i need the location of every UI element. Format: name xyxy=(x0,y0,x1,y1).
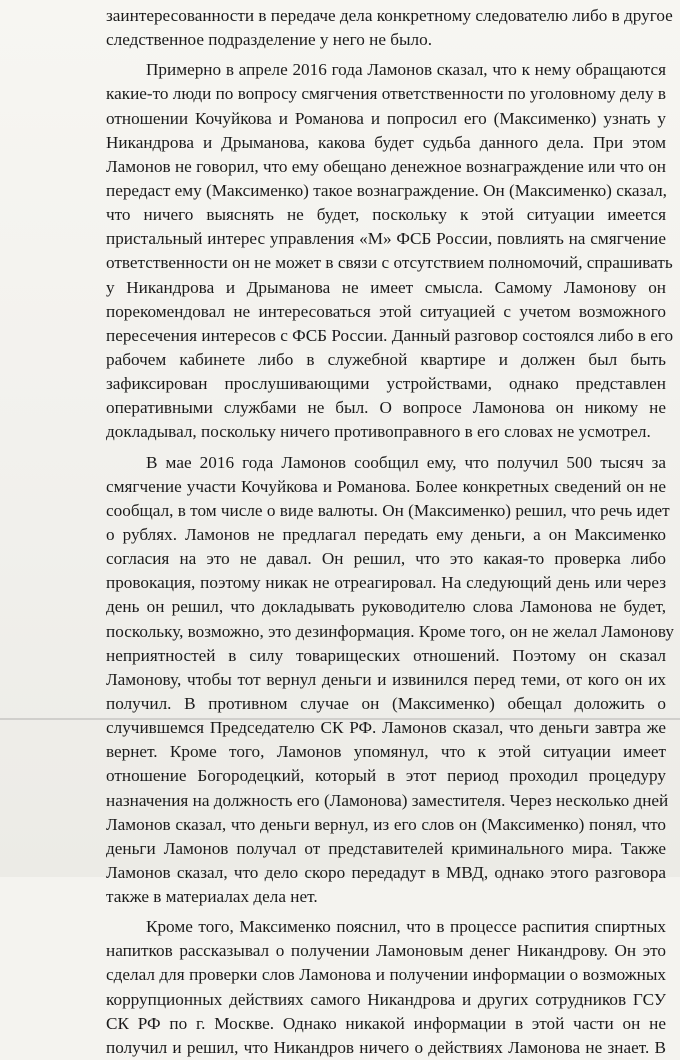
document-line: деньги Ламонов получал от представителей криминального мира. Также xyxy=(106,838,666,858)
document-line: пристальный интерес управления «М» ФСБ России, повлиять на смягчение xyxy=(106,229,666,249)
document-line: СК РФ по г. Москве. Однако никакой информации в этой части он не xyxy=(106,1013,666,1033)
document-line: назначения на должность его (Ламонова) заместителя. Через несколько дней xyxy=(106,790,669,810)
document-line: зафиксирован прослушивающими устройствами, однако представлен xyxy=(106,374,666,394)
document-body xyxy=(106,4,674,1060)
document-line: рабочем кабинете либо в служебной квартире и должен был быть xyxy=(106,349,666,369)
document-line: провокация, поэтому никак не отреагировал. На следующий день или через xyxy=(106,573,666,593)
document-line: отношении Кочуйкова и Романова и попросил его (Максименко) узнать у xyxy=(106,108,666,128)
document-line: неприятностей в силу товарищеских отношений. Поэтому он сказал xyxy=(106,645,666,665)
document-line: напитков рассказывал о получении Ламоновым денег Никандрову. Он это xyxy=(106,941,666,961)
document-line: В мае 2016 года Ламонов сообщил ему, что получил 500 тысяч за xyxy=(146,452,666,472)
document-line: что ничего выяснять не будет, поскольку к этой ситуации имеется xyxy=(106,205,666,225)
document-line: вернет. Кроме того, Ламонов упомянул, что к этой ситуации имеет xyxy=(106,742,666,762)
document-line: Никандрова и Дрыманова, какова будет судьба данного дела. При этом xyxy=(106,132,666,152)
document-line: смягчение участи Кочуйкова и Романова. Более конкретных сведений он не xyxy=(106,476,666,496)
document-line: случившемся Председателю СК РФ. Ламонов сказал, что деньги завтра же xyxy=(106,718,666,738)
document-line: также в материалах дела нет. xyxy=(106,887,318,907)
document-line: Ламонов сказал, что деньги вернул, из его слов он (Максименко) понял, что xyxy=(106,814,666,834)
document-line: у Никандрова и Дрыманова не имеет смысла. Самому Ламонову он xyxy=(106,277,666,297)
document-line: получил и решил, что Никандров ничего о действиях Ламонова не знает. В xyxy=(106,1037,666,1057)
document-line: день он решил, что докладывать руководителю слова Ламонова не будет, xyxy=(106,597,666,617)
document-line: ответственности он не может в связи с отсутствием полномочий, спрашивать xyxy=(106,253,673,273)
document-line: отношение Богородецкий, который в этот период проходил процедуру xyxy=(106,766,666,786)
document-line: пересечения интересов с ФСБ России. Данный разговор состоялся либо в его xyxy=(106,325,674,345)
document-line: передаст ему (Максименко) такое вознаграждение. Он (Максименко) сказал, xyxy=(106,180,667,200)
document-line: поскольку, возможно, это дезинформация. Кроме того, он не желал Ламонову xyxy=(106,621,674,641)
document-line: сделал для проверки слов Ламонова и получении информации о возможных xyxy=(106,965,666,985)
document-line: о рублях. Ламонов не предлагал передать ему деньги, а он Максименко xyxy=(106,524,666,544)
document-line: получил. В противном случае он (Максименко) обещал доложить о xyxy=(106,693,666,713)
document-line: оперативными службами не был. О вопросе Ламонова он никому не xyxy=(106,398,666,418)
document-line: заинтересованности в передаче дела конкретному следователю либо в другое xyxy=(106,6,673,25)
document-line: коррупционных действиях самого Никандрова и других сотрудников ГСУ xyxy=(106,989,666,1009)
document-line: какие-то люди по вопросу смягчения ответственности по уголовному делу в xyxy=(106,84,666,104)
document-line: Ламонов сказал, что дело скоро передадут в МВД, однако этого разговора xyxy=(106,862,666,882)
document-line: докладывал, поскольку ничего противоправного в его словах не усмотрел. xyxy=(106,422,651,442)
document-line: Кроме того, Максименко пояснил, что в процессе распития спиртных xyxy=(146,917,666,937)
document-line: согласия на это не давал. Он решил, что это какая-то проверка либо xyxy=(106,549,666,569)
document-line: Ламонов не говорил, что ему обещано денежное вознаграждение или что он xyxy=(106,156,666,176)
document-line: Ламонову, чтобы тот вернул деньги и извинился перед теми, от кого он их xyxy=(106,669,666,689)
document-line: порекомендовал не интересоваться этой ситуацией с учетом возможного xyxy=(106,301,666,321)
document-line: Примерно в апреле 2016 года Ламонов сказал, что к нему обращаются xyxy=(146,60,666,80)
document-line: сообщал, в том числе о виде валюты. Он (Максименко) решил, что речь идет xyxy=(106,500,670,520)
document-line: следственное подразделение у него не было. xyxy=(106,30,433,50)
